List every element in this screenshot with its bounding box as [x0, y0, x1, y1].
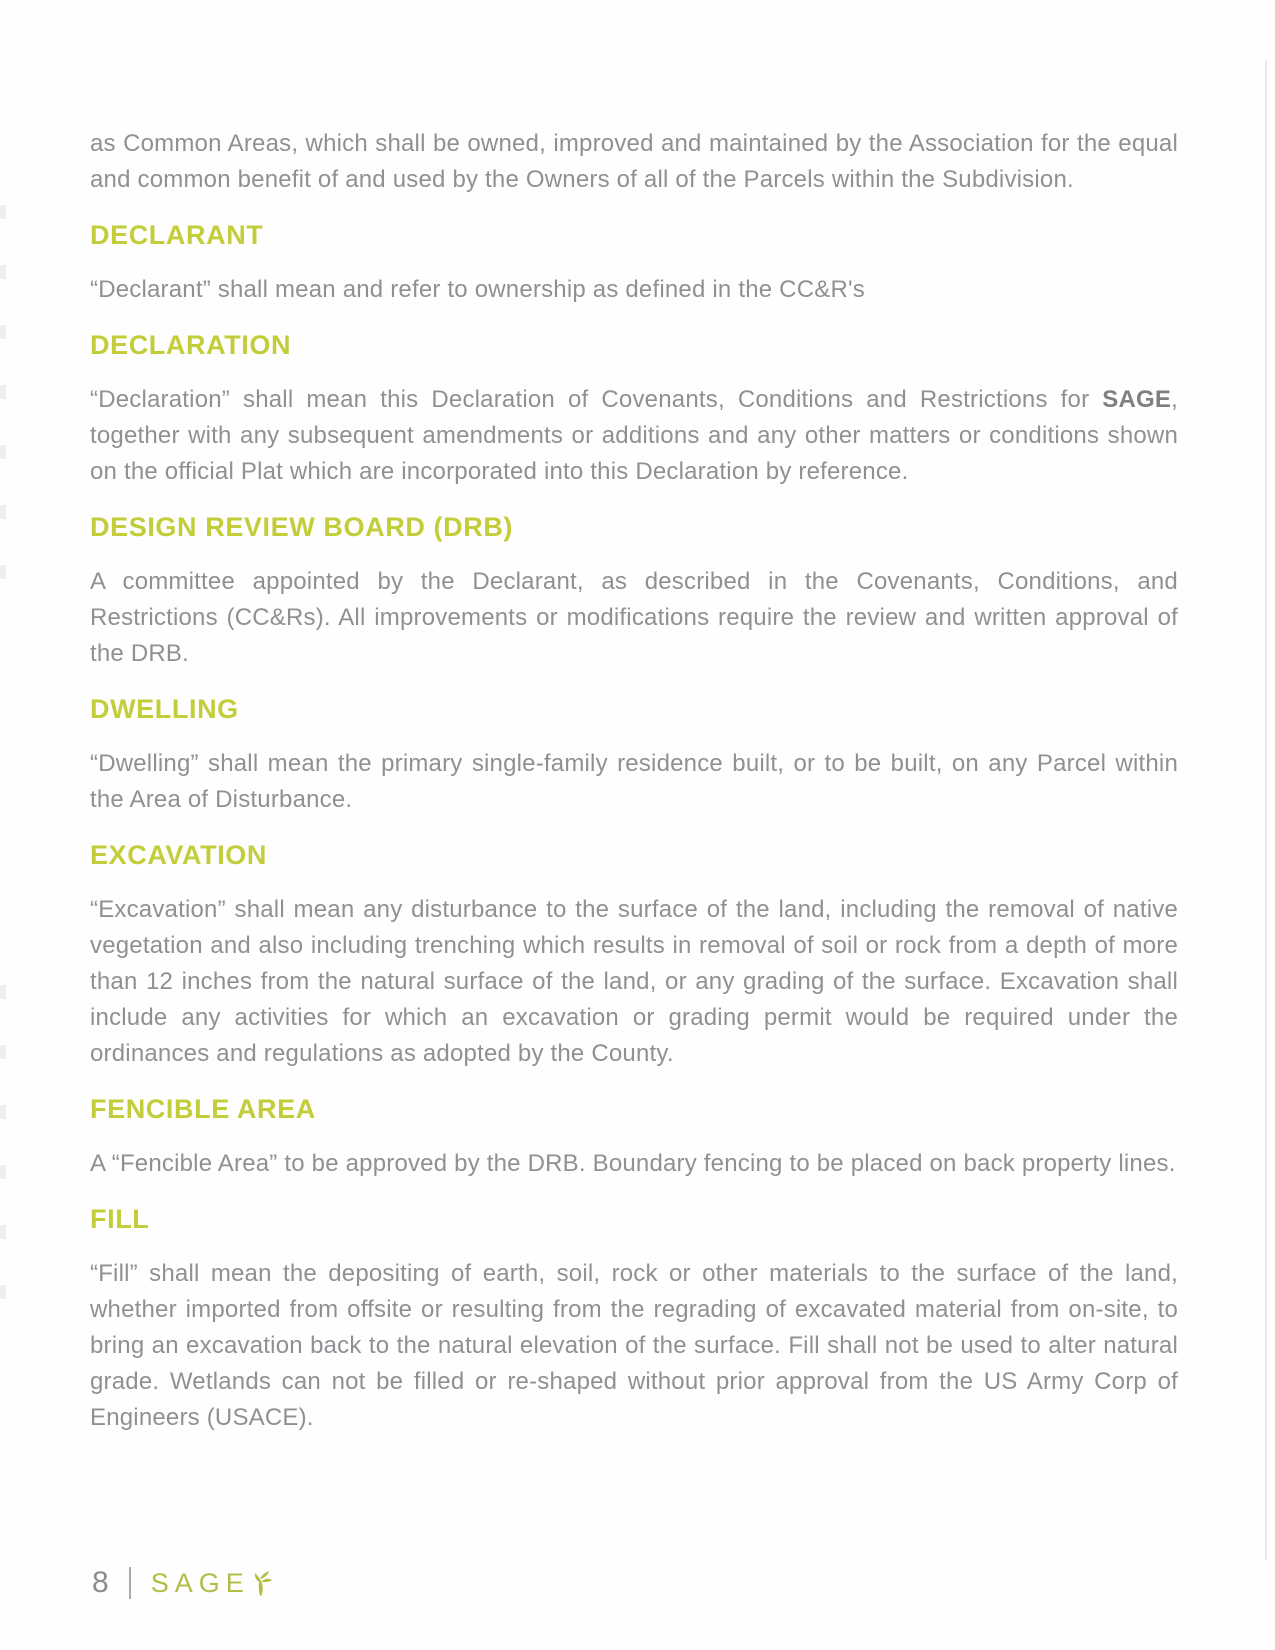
- section-body-fencible-area: A “Fencible Area” to be approved by the DRB. Boundary fencing to be placed on back property lines.: [90, 1150, 1176, 1177]
- scan-artifact-dash: [0, 205, 6, 219]
- section-body-fill: “Fill” shall mean the depositing of earth, soil, rock or other materials to the surface of the land, whether imported from offsite or resulting from the regrading of excavated material from on-site, to bring an excavation back to the natural elevation of the surface. Fill shall not be used to alter natural grade. Wetlands can not be filled or re-shaped without prior approval from the US Army Corp of Engineers (USACE).: [90, 1260, 1178, 1431]
- section-heading-declarant: DECLARANT: [90, 220, 264, 250]
- scan-artifact-dash: [0, 985, 6, 999]
- page-number: 8: [92, 1566, 109, 1599]
- page-content: [90, 0, 1178, 1436]
- section-heading-dwelling: DWELLING: [90, 694, 239, 724]
- intro-continuation-paragraph: as Common Areas, which shall be owned, improved and maintained by the Association for the equal and common benefit of and used by the Owners of all of the Parcels within the Subdivision.: [90, 130, 1178, 193]
- section-declaration: [90, 330, 1178, 490]
- page-footer: [92, 1566, 275, 1600]
- footer-divider: [129, 1567, 131, 1599]
- section-heading-declaration: DECLARATION: [90, 330, 292, 360]
- sage-sprig-icon: [247, 1570, 275, 1603]
- footer-brand-name: SAGE: [150, 1567, 250, 1598]
- section-heading-excavation: EXCAVATION: [90, 840, 268, 870]
- scan-artifact-dash: [0, 1225, 6, 1239]
- scan-artifact-dash: [0, 445, 6, 459]
- scan-artifact-dash: [0, 505, 6, 519]
- scan-artifact-dash: [0, 1285, 6, 1299]
- brand-name-bold: SAGE: [1102, 386, 1172, 413]
- body-text: , together with any subsequent amendments or additions and any other matters or conditions shown on the official Plat which are incorporated into this Declaration by reference.: [90, 386, 1178, 485]
- body-text: “Declaration” shall mean this Declaration of Covenants, Conditions and Restrictions for: [90, 386, 1103, 413]
- section-heading-fencible-area: FENCIBLE AREA: [90, 1094, 316, 1124]
- scan-artifact-dash: [0, 1045, 6, 1059]
- scan-artifact-dash: [0, 1105, 6, 1119]
- section-excavation: [90, 840, 1178, 1072]
- section-fill: [90, 1204, 1178, 1436]
- section-heading-design-review-board: DESIGN REVIEW BOARD (DRB): [90, 512, 514, 542]
- scan-artifact-dash: [0, 265, 6, 279]
- section-body-dwelling: “Dwelling” shall mean the primary single-family residence built, or to be built, on any Parcel within the Area of Disturbance.: [90, 750, 1178, 813]
- section-dwelling: [90, 694, 1178, 818]
- scan-artifact-dash: [0, 385, 6, 399]
- section-design-review-board: [90, 512, 1178, 672]
- section-heading-fill: FILL: [90, 1204, 150, 1234]
- scan-artifact-right-edge: [1265, 60, 1267, 1560]
- section-fencible-area: [90, 1094, 1178, 1182]
- section-body-declarant: “Declarant” shall mean and refer to ownership as defined in the CC&R's: [90, 276, 865, 303]
- scan-artifact-dash: [0, 565, 6, 579]
- scan-artifact-dash: [0, 325, 6, 339]
- section-body-declaration: [90, 382, 1178, 490]
- section-body-excavation: “Excavation” shall mean any disturbance to the surface of the land, including the removal of native vegetation and also including trenching which results in removal of soil or rock from a depth of more than 12 inches from the natural surface of the land, or any grading of the surface. Excavation shall include any activities for which an excavation or grading permit would be required under the ordinances and regulations as adopted by the County.: [90, 896, 1178, 1067]
- section-body-design-review-board: A committee appointed by the Declarant, as described in the Covenants, Conditions, and Restrictions (CC&Rs). All improvements or modifications require the review and written approval of the DRB.: [90, 568, 1178, 667]
- scan-artifact-dash: [0, 1165, 6, 1179]
- section-declarant: [90, 220, 1178, 308]
